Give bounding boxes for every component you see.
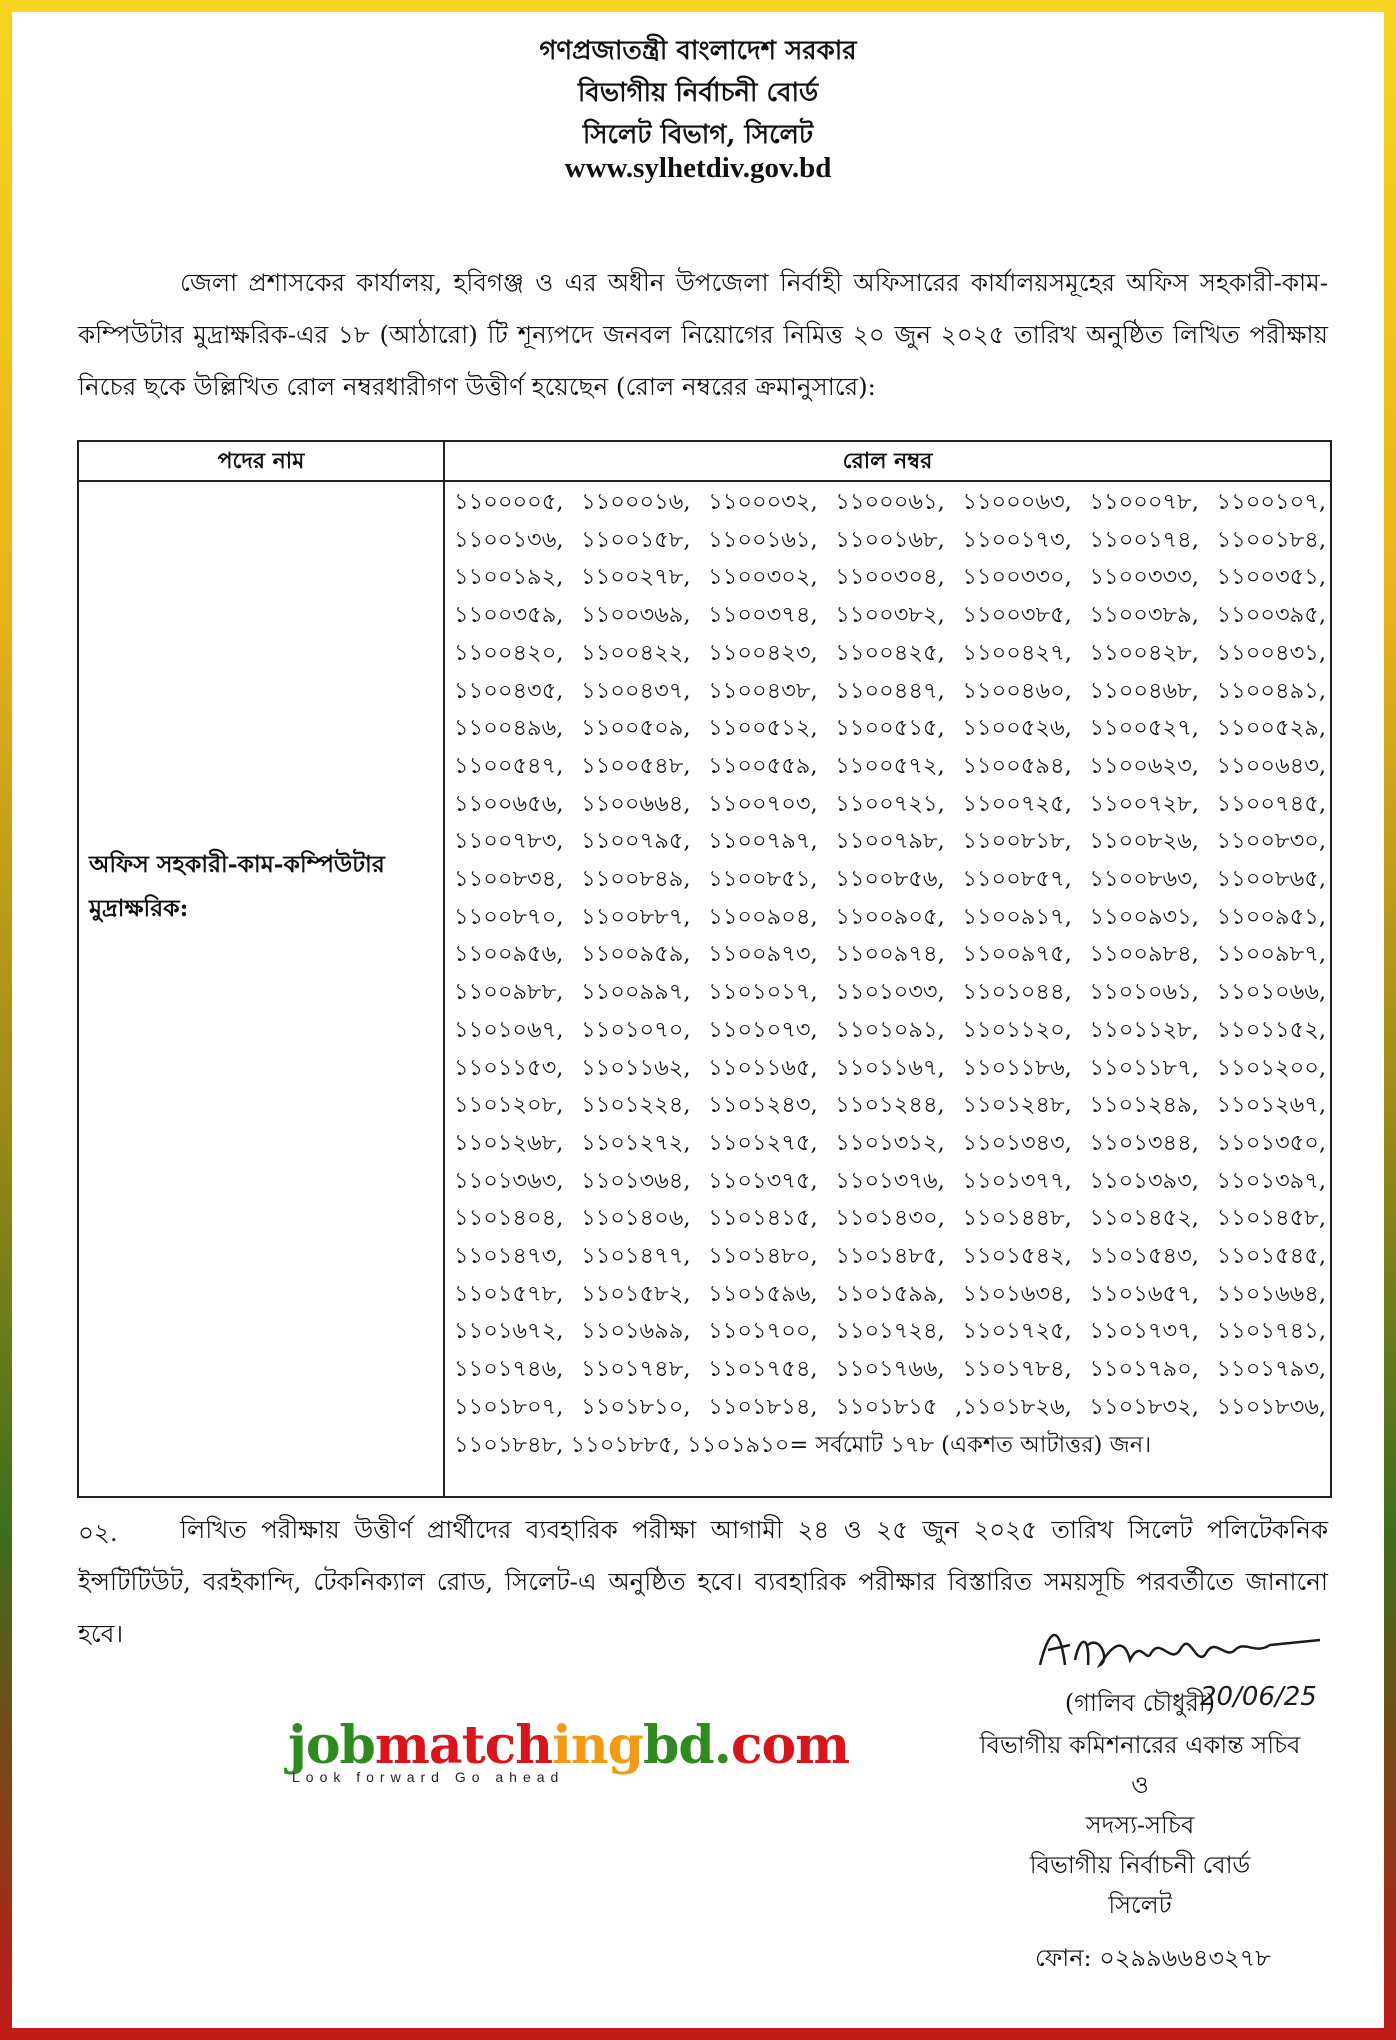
signatory-member-secretary: সদস্য-সচিব bbox=[1085, 1811, 1195, 1839]
practical-exam-text: লিখিত পরীক্ষায় উত্তীর্ণ প্রার্থীদের ব্যবহারিক পরীক্ষা আগামী ২৪ ও ২৫ জুন ২০২৫ তারিখ সিলেট পলিটেকনিক ইন্সটিটিউট, বরইকান্দি, টেকনিক্যাল রোড, সিলেট-এ অনুষ্ঠিত হবে। ব্যবহারিক পরীক্ষার বিস্তারিত সময়সূচি পরবর্তীতে জানানো হবে। bbox=[78, 1515, 1328, 1648]
roll-number-line: ১১০১৫৭৮, ১১০১৫৮২, ১১০১৫৯৬, ১১০১৫৯৯, ১১০১৬৩৪, ১১০১৬৫৭, ১১০১৬৬৪, bbox=[454, 1280, 1326, 1307]
roll-number-line: ১১০০৯৮৮, ১১০০৯৯৭, ১১০১০১৭, ১১০১০৩৩, ১১০১০৪৪, ১১০১০৬১, ১১০১০৬৬, bbox=[454, 979, 1326, 1006]
roll-number-line: ১১০০১৯২, ১১০০২৭৮, ১১০০৩০২, ১১০০৩০৪, ১১০০৩৩০, ১১০০৩৩৩, ১১০০৩৫১, bbox=[454, 564, 1326, 591]
roll-number-line: ১১০১৮৪৮, ১১০১৮৮৫, ১১০১৯১০= সর্বমোট ১৭৮ (একশত আটাত্তর) জন। bbox=[454, 1431, 1152, 1458]
roll-number-line: ১১০০৫৪৭, ১১০০৫৪৮, ১১০০৫৫৯, ১১০০৫৭২, ১১০০৫৯৪, ১১০০৬২৩, ১১০০৬৪৩, bbox=[454, 752, 1326, 779]
signatory-designation: বিভাগীয় কমিশনারের একান্ত সচিব bbox=[979, 1731, 1301, 1759]
column-header-post: পদের নাম bbox=[217, 448, 305, 474]
signature-date: 20/06/25 bbox=[1200, 1682, 1317, 1712]
roll-number-line: ১১০১০৬৭, ১১০১০৭০, ১১০১০৭৩, ১১০১০৯১, ১১০১১২০, ১১০১১২৮, ১১০১১৫২, bbox=[454, 1016, 1326, 1043]
roll-number-line: ১১০০৯৫৬, ১১০০৯৫৯, ১১০০৯৭৩, ১১০০৯৭৪, ১১০০৯৭৫, ১১০০৯৮৪, ১১০০৯৮৭, bbox=[454, 941, 1326, 968]
roll-number-line: ১১০১২০৮, ১১০১২২৪, ১১০১২৪৩, ১১০১২৪৪, ১১০১২৪৮, ১১০১২৪৯, ১১০১২৬৭, bbox=[454, 1092, 1326, 1119]
roll-number-line: ১১০১১৫৩, ১১০১১৬২, ১১০১১৬৫, ১১০১১৬৭, ১১০১১৮৬, ১১০১১৮৭, ১১০১২০০, bbox=[454, 1054, 1326, 1081]
roll-number-line: ১১০০৭৮৩, ১১০০৭৯৫, ১১০০৭৯৭, ১১০০৭৯৮, ১১০০৮১৮, ১১০০৮২৬, ১১০০৮৩০, bbox=[454, 828, 1326, 855]
signatory-board: বিভাগীয় নির্বাচনী বোর্ড bbox=[1029, 1851, 1251, 1879]
header-website-link[interactable]: www.sylhetdiv.gov.bd bbox=[564, 152, 832, 184]
roll-number-line: ১১০১৬৭২, ১১০১৬৯৯, ১১০১৭০০, ১১০১৭২৪, ১১০১৭২৫, ১১০১৭৩৭, ১১০১৭৪১, bbox=[454, 1318, 1326, 1345]
roll-number-line: ১১০১৪০৪, ১১০১৪০৬, ১১০১৪১৫, ১১০১৪৩০, ১১০১৪৪৮, ১১০১৪৫২, ১১০১৪৫৮, bbox=[454, 1205, 1326, 1232]
watermark-tagline: Look forward Go ahead bbox=[292, 1769, 565, 1785]
results-table bbox=[77, 440, 1332, 1498]
header-government: গণপ্রজাতন্ত্রী বাংলাদেশ সরকার bbox=[539, 36, 857, 66]
roll-number-line: ১১০০৪৯৬, ১১০০৫০৯, ১১০০৫১২, ১১০০৫১৫, ১১০০৫২৬, ১১০০৫২৭, ১১০০৫২৯, bbox=[454, 715, 1326, 742]
phone-number: ফোন: ০২৯৯৬৬৪৩২৭৮ bbox=[1035, 1944, 1271, 1972]
watermark-logo-text: jobmatchingbd.com bbox=[288, 1715, 850, 1776]
roll-number-line: ১১০০৮৭০, ১১০০৮৮৭, ১১০০৯০৪, ১১০০৯০৫, ১১০০৯১৭, ১১০০৯৩১, ১১০০৯৫১, bbox=[454, 903, 1326, 930]
roll-number-line: ১১০১৭৪৬, ১১০১৭৪৮, ১১০১৭৫৪, ১১০১৭৬৬, ১১০১৭৮৪, ১১০১৭৯০, ১১০১৭৯৩, bbox=[454, 1356, 1326, 1383]
watermark-logo[interactable] bbox=[288, 1715, 850, 1785]
post-name-cell: অফিস সহকারী-কাম-কম্পিউটার মুদ্রাক্ষরিক: bbox=[89, 850, 385, 922]
roll-number-line: ১১০০১৩৬, ১১০০১৫৮, ১১০০১৬১, ১১০০১৬৮, ১১০০১৭৩, ১১০০১৭৪, ১১০০১৮৪, bbox=[454, 526, 1326, 553]
roll-numbers-cell bbox=[454, 484, 1326, 1464]
roll-number-line: ১১০০৩৫৯, ১১০০৩৬৯, ১১০০৩৭৪, ১১০০৩৮২, ১১০০৩৮৫, ১১০০৩৮৯, ১১০০৩৯৫, bbox=[454, 602, 1326, 629]
intro-paragraph bbox=[78, 257, 1328, 413]
header-board: বিভাগীয় নির্বাচনী বোর্ড bbox=[577, 78, 819, 108]
roll-number-line: ১১০১৪৭৩, ১১০১৪৭৭, ১১০১৪৮০, ১১০১৪৮৫, ১১০১৫৪২, ১১০১৫৪৩, ১১০১৫৪৫, bbox=[454, 1243, 1326, 1270]
roll-number-line: ১১০০৮৩৪, ১১০০৮৪৯, ১১০০৮৫১, ১১০০৮৫৬, ১১০০৮৫৭, ১১০০৮৬৩, ১১০০৮৬৫, bbox=[454, 866, 1326, 893]
signatory-city: সিলেট bbox=[1108, 1891, 1172, 1919]
roll-number-line: ১১০১২৬৮, ১১০১২৭২, ১১০১২৭৫, ১১০১৩১২, ১১০১৩৪৩, ১১০১৩৪৪, ১১০১৩৫০, bbox=[454, 1129, 1326, 1156]
header-division: সিলেট বিভাগ, সিলেট bbox=[582, 120, 814, 150]
column-header-roll: রোল নম্বর bbox=[842, 448, 933, 474]
roll-number-line: ১১০১৩৬৩, ১১০১৩৬৪, ১১০১৩৭৫, ১১০১৩৭৬, ১১০১৩৭৭, ১১০১৩৯৩, ১১০১৩৯৭, bbox=[454, 1167, 1326, 1194]
roll-number-line: ১১০০৬৫৬, ১১০০৬৬৪, ১১০০৭০৩, ১১০০৭২১, ১১০০৭২৫, ১১০০৭২৮, ১১০০৭৪৫, bbox=[454, 790, 1326, 817]
roll-number-line: ১১০০৪৩৫, ১১০০৪৩৭, ১১০০৪৩৮, ১১০০৪৪৭, ১১০০৪৬০, ১১০০৪৬৮, ১১০০৪৯১, bbox=[454, 677, 1326, 704]
paragraph-number: ০২. bbox=[78, 1518, 118, 1547]
signatory-name: (গালিব চৌধুরী) bbox=[1064, 1689, 1216, 1717]
roll-number-line: ১১০১৮০৭, ১১০১৮১০, ১১০১৮১৪, ১১০১৮১৫ ,১১০১৮২৬, ১১০১৮৩২, ১১০১৮৩৬, bbox=[454, 1393, 1326, 1420]
roll-number-line: ১১০০৪২০, ১১০০৪২২, ১১০০৪২৩, ১১০০৪২৫, ১১০০৪২৭, ১১০০৪২৮, ১১০০৪৩১, bbox=[454, 639, 1326, 666]
signatory-conjunction: ও bbox=[1131, 1771, 1149, 1799]
intro-text: জেলা প্রশাসকের কার্যালয়, হবিগঞ্জ ও এর অধীন উপজেলা নির্বাহী অফিসারের কার্যালয়সমূহের অফিস সহকারী-কাম-কম্পিউটার মুদ্রাক্ষরিক-এর ১৮ (আঠারো) টি শূন্যপদে জনবল নিয়োগের নিমিত্ত ২০ জুন ২০২৫ তারিখ অনুষ্ঠিত লিখিত পরীক্ষায় নিচের ছকে উল্লিখিত রোল নম্বরধারীগণ উত্তীর্ণ হয়েছেন (রোল নম্বরের ক্রমানুসারে): bbox=[78, 268, 1328, 401]
roll-number-line: ১১০০০০৫, ১১০০০১৬, ১১০০০৩২, ১১০০০৬১, ১১০০০৬৩, ১১০০০৭৮, ১১০০১০৭, bbox=[454, 489, 1326, 515]
